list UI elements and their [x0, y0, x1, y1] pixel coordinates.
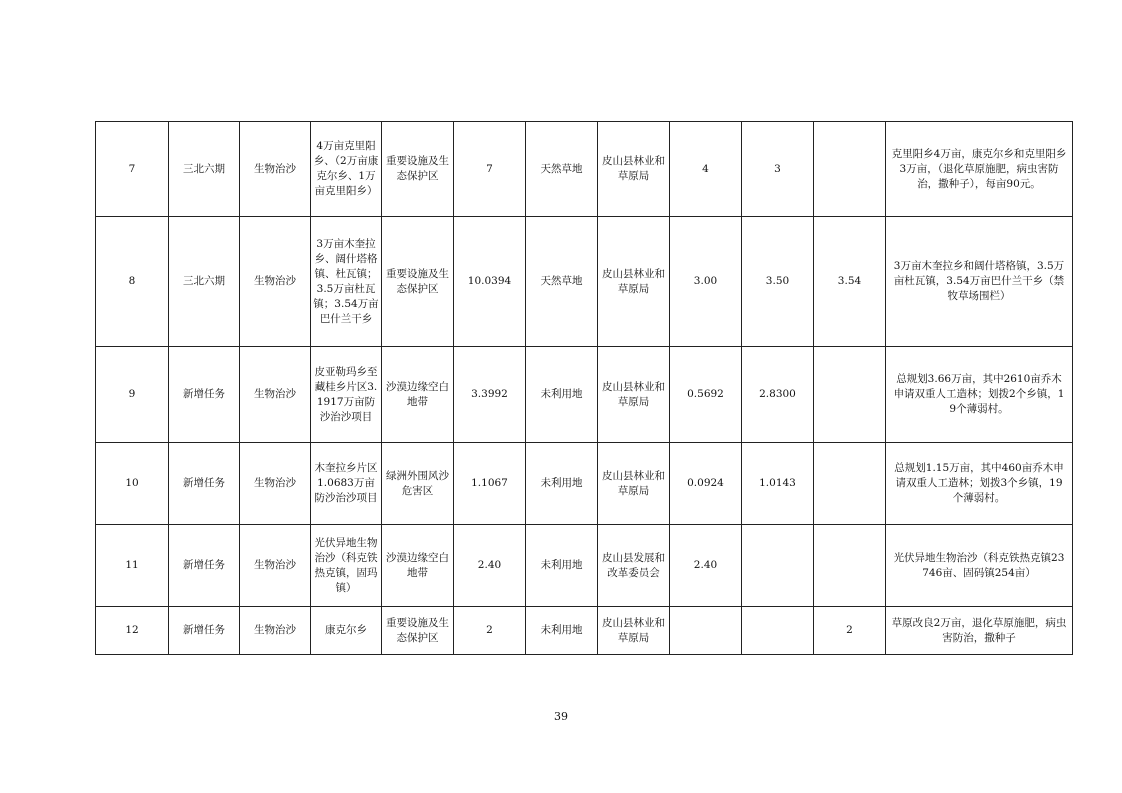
project-name-cell: 新增任务	[169, 525, 240, 607]
location-cell: 4万亩克里阳乡、（2万亩康克尔乡、1万亩克里阳乡）	[311, 122, 382, 217]
zone-type-cell: 沙漠边缘空白地带	[382, 347, 454, 443]
area-cell: 2	[454, 607, 526, 655]
value-3-cell	[814, 347, 886, 443]
value-3-cell: 2	[814, 607, 886, 655]
table-row	[96, 347, 1073, 443]
table-row	[96, 525, 1073, 607]
responsible-unit-cell: 皮山县林业和草原局	[598, 122, 670, 217]
value-3-cell: 3.54	[814, 217, 886, 347]
row-number-cell: 11	[96, 525, 169, 607]
row-number-cell: 12	[96, 607, 169, 655]
responsible-unit-cell: 皮山县林业和草原局	[598, 347, 670, 443]
project-name-cell: 新增任务	[169, 443, 240, 525]
responsible-unit-cell: 皮山县发展和改革委员会	[598, 525, 670, 607]
location-cell: 光伏异地生物治沙（科克铁热克镇，固玛镇）	[311, 525, 382, 607]
remarks-cell: 草原改良2万亩，退化草原施肥，病虫害防治，撒种子	[886, 607, 1073, 655]
treatment-type-cell: 生物治沙	[240, 443, 311, 525]
row-number-cell: 10	[96, 443, 169, 525]
value-2-cell	[742, 525, 814, 607]
value-2-cell: 1.0143	[742, 443, 814, 525]
row-number-cell: 7	[96, 122, 169, 217]
treatment-type-cell: 生物治沙	[240, 347, 311, 443]
area-cell: 1.1067	[454, 443, 526, 525]
zone-type-cell: 沙漠边缘空白地带	[382, 525, 454, 607]
value-1-cell: 0.0924	[670, 443, 742, 525]
value-1-cell: 0.5692	[670, 347, 742, 443]
location-cell: 3万亩木奎拉乡、阔什塔格镇、杜瓦镇；3.5万亩杜瓦镇；3.54万亩巴什兰干乡	[311, 217, 382, 347]
treatment-type-cell: 生物治沙	[240, 607, 311, 655]
treatment-type-cell: 生物治沙	[240, 217, 311, 347]
value-1-cell	[670, 607, 742, 655]
zone-type-cell: 重要设施及生态保护区	[382, 122, 454, 217]
land-type-cell: 未利用地	[526, 347, 598, 443]
row-number-cell: 8	[96, 217, 169, 347]
table-row	[96, 217, 1073, 347]
project-name-cell: 三北六期	[169, 217, 240, 347]
land-type-cell: 天然草地	[526, 217, 598, 347]
remarks-cell: 总规划3.66万亩，其中2610亩乔木申请双重人工造林；划拨2个乡镇，19个薄弱村。	[886, 347, 1073, 443]
zone-type-cell: 重要设施及生态保护区	[382, 217, 454, 347]
value-3-cell	[814, 443, 886, 525]
area-cell: 2.40	[454, 525, 526, 607]
area-cell: 3.3992	[454, 347, 526, 443]
remarks-cell: 3万亩木奎拉乡和阔什塔格镇，3.5万亩杜瓦镇，3.54万亩巴什兰干乡（禁牧草场围栏）	[886, 217, 1073, 347]
land-type-cell: 天然草地	[526, 122, 598, 217]
responsible-unit-cell: 皮山县林业和草原局	[598, 607, 670, 655]
area-cell: 10.0394	[454, 217, 526, 347]
land-type-cell: 未利用地	[526, 525, 598, 607]
location-cell: 皮亚勒玛乡至藏桂乡片区3.1917万亩防沙治沙项目	[311, 347, 382, 443]
page-number: 39	[554, 710, 568, 723]
table-row	[96, 443, 1073, 525]
land-type-cell: 未利用地	[526, 443, 598, 525]
area-cell: 7	[454, 122, 526, 217]
remarks-cell: 总规划1.15万亩，其中460亩乔木申请双重人工造林；划拨3个乡镇，19个薄弱村。	[886, 443, 1073, 525]
value-2-cell	[742, 607, 814, 655]
table-row	[96, 122, 1073, 217]
value-1-cell: 4	[670, 122, 742, 217]
zone-type-cell: 重要设施及生态保护区	[382, 607, 454, 655]
table-row	[96, 607, 1073, 655]
value-1-cell: 3.00	[670, 217, 742, 347]
zone-type-cell: 绿洲外围风沙危害区	[382, 443, 454, 525]
location-cell: 木奎拉乡片区1.0683万亩防沙治沙项目	[311, 443, 382, 525]
value-2-cell: 3	[742, 122, 814, 217]
value-3-cell	[814, 525, 886, 607]
project-name-cell: 三北六期	[169, 122, 240, 217]
location-cell: 康克尔乡	[311, 607, 382, 655]
value-1-cell: 2.40	[670, 525, 742, 607]
responsible-unit-cell: 皮山县林业和草原局	[598, 443, 670, 525]
remarks-cell: 光伏异地生物治沙（科克铁热克镇23746亩、固码镇254亩）	[886, 525, 1073, 607]
row-number-cell: 9	[96, 347, 169, 443]
responsible-unit-cell: 皮山县林业和草原局	[598, 217, 670, 347]
project-table	[95, 121, 1073, 655]
value-3-cell	[814, 122, 886, 217]
value-2-cell: 3.50	[742, 217, 814, 347]
treatment-type-cell: 生物治沙	[240, 525, 311, 607]
project-name-cell: 新增任务	[169, 347, 240, 443]
project-name-cell: 新增任务	[169, 607, 240, 655]
value-2-cell: 2.8300	[742, 347, 814, 443]
treatment-type-cell: 生物治沙	[240, 122, 311, 217]
remarks-cell: 克里阳乡4万亩，康克尔乡和克里阳乡3万亩，（退化草原施肥，病虫害防治，撒种子），每亩90元。	[886, 122, 1073, 217]
land-type-cell: 未利用地	[526, 607, 598, 655]
